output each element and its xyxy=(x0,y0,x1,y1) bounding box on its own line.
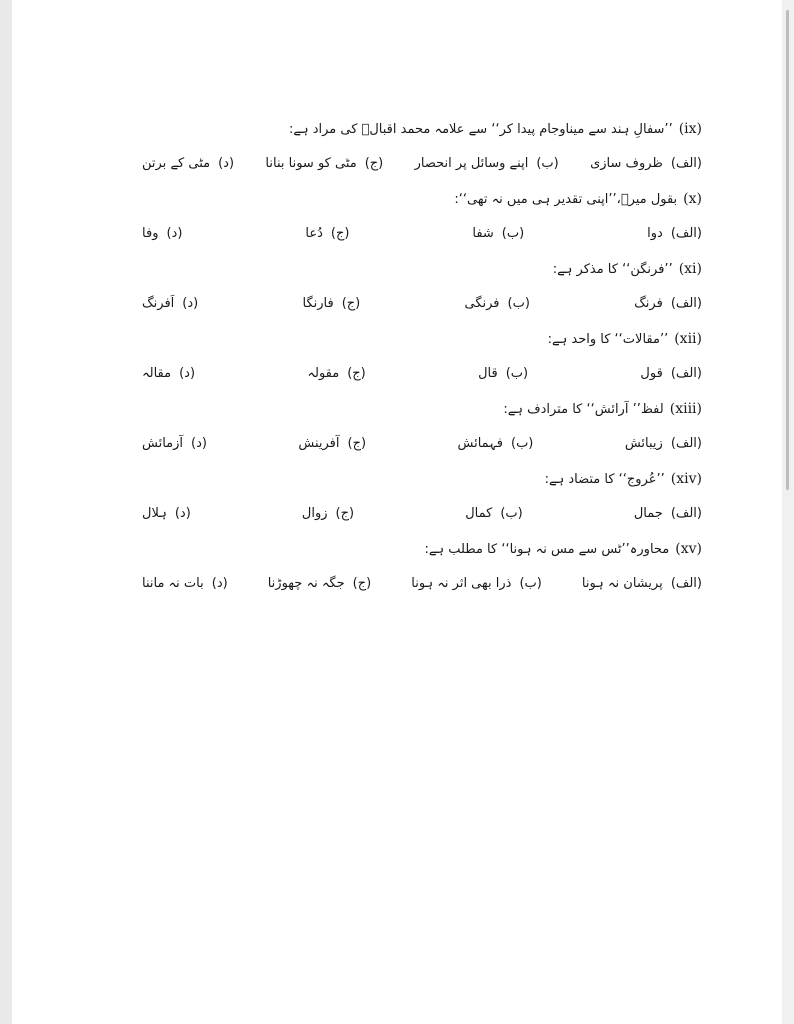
question-number: (xiii) xyxy=(669,401,702,417)
question-stem xyxy=(142,254,702,284)
vertical-scrollbar[interactable] xyxy=(782,0,794,1024)
option-label: (ج) xyxy=(335,506,355,521)
option xyxy=(582,564,702,604)
option-label: (الف) xyxy=(670,226,702,241)
question-number: (x) xyxy=(683,191,702,207)
options-row xyxy=(142,354,702,394)
option-label: (الف) xyxy=(670,296,702,311)
option-text: مقولہ xyxy=(307,366,340,381)
option-text: فارنگا xyxy=(302,296,334,311)
option-text: ذرا بھی اثر نہ ہونا xyxy=(411,576,512,591)
option-label: (ب) xyxy=(501,226,525,241)
option xyxy=(625,424,702,464)
question-stem xyxy=(142,324,702,354)
option xyxy=(302,494,354,534)
question xyxy=(142,254,702,324)
option xyxy=(465,494,523,534)
question-stem xyxy=(142,184,702,214)
option-text: جمال xyxy=(633,506,663,521)
scrollbar-thumb[interactable] xyxy=(786,10,789,490)
option-label: (د) xyxy=(218,156,235,171)
option-label: (د) xyxy=(182,296,199,311)
question-number: (ix) xyxy=(678,121,702,137)
option-text: زیبائش xyxy=(624,436,663,451)
option xyxy=(298,424,366,464)
option xyxy=(142,354,195,394)
options-row xyxy=(142,424,702,464)
question-number: (xi) xyxy=(678,261,702,277)
option xyxy=(142,494,191,534)
option-label: (ب) xyxy=(536,156,559,171)
question-stem xyxy=(142,114,702,144)
question-text: لفظ’’ آرائش‘‘ کا مترادف ہے: xyxy=(503,402,664,417)
option xyxy=(590,144,702,184)
option-text: ظروف سازی xyxy=(590,156,663,171)
option xyxy=(268,564,371,604)
option-text: شفا xyxy=(472,226,494,241)
option-text: وفا xyxy=(142,226,159,241)
option-text: فرنگی xyxy=(464,296,500,311)
options-row xyxy=(142,214,702,254)
option-text: قول xyxy=(640,366,663,381)
options-row xyxy=(142,284,702,324)
question-stem xyxy=(142,534,702,564)
option-text: ہلال xyxy=(142,506,167,521)
question xyxy=(142,324,702,394)
option-label: (د) xyxy=(211,576,228,591)
question-text: بقول میرؔ،’’اپنی تقدیر ہی میں نہ تھی‘‘: xyxy=(454,192,678,207)
option-label: (د) xyxy=(179,366,196,381)
option xyxy=(634,494,702,534)
option-label: (الف) xyxy=(670,366,702,381)
option-text: کمال xyxy=(465,506,493,521)
question-stem xyxy=(142,394,702,424)
option-label: (ج) xyxy=(347,366,366,381)
option-text: مٹی کو سونا بنانا xyxy=(265,156,357,171)
option-label: (ج) xyxy=(347,436,367,451)
option xyxy=(411,564,542,604)
options-row xyxy=(142,564,702,604)
question-text: ’’سفالِ ہند سے میناوجام پیدا کر‘‘ سے علامہ محمد اقبالؒ کی مراد ہے: xyxy=(288,122,673,137)
option xyxy=(142,284,198,324)
option-text: دُعا xyxy=(305,226,323,241)
option-label: (ب) xyxy=(519,576,542,591)
option-label: (الف) xyxy=(670,506,702,521)
option-label: (ج) xyxy=(352,576,372,591)
option-text: دوا xyxy=(647,226,663,241)
question-number: (xv) xyxy=(675,541,702,557)
option-label: (ج) xyxy=(364,156,384,171)
option-text: آفرینش xyxy=(298,436,340,451)
question xyxy=(142,534,702,604)
question-number: (xiv) xyxy=(670,471,702,487)
option xyxy=(415,144,559,184)
options-row xyxy=(142,144,702,184)
option xyxy=(307,354,365,394)
question xyxy=(142,464,702,534)
option xyxy=(305,214,349,254)
question-list xyxy=(142,114,702,604)
question xyxy=(142,184,702,254)
option xyxy=(640,354,702,394)
option-text: جگہ نہ چھوڑنا xyxy=(267,576,345,591)
option-text: پریشان نہ ہونا xyxy=(581,576,663,591)
option-label: (د) xyxy=(174,506,191,521)
question-text: ’’مقالات‘‘ کا واحد ہے: xyxy=(547,332,669,347)
option xyxy=(465,284,530,324)
option-label: (ج) xyxy=(330,226,350,241)
option-label: (ب) xyxy=(507,296,530,311)
option xyxy=(302,284,360,324)
question-text: ’’فرنگن‘‘ کا مذکر ہے: xyxy=(552,262,673,277)
option-label: (الف) xyxy=(670,576,702,591)
question xyxy=(142,394,702,464)
question-stem xyxy=(142,464,702,494)
option-text: اپنے وسائل پر انحصار xyxy=(414,156,529,171)
option-label: (ج) xyxy=(341,296,361,311)
option-text: اَفرنگ xyxy=(142,296,175,311)
option-label: (د) xyxy=(191,436,207,451)
option xyxy=(478,354,528,394)
option-label: (ب) xyxy=(511,436,534,451)
option xyxy=(647,214,702,254)
option-text: فرنگ xyxy=(634,296,663,311)
option xyxy=(142,564,228,604)
option-label: (ب) xyxy=(505,366,529,381)
option-label: (ب) xyxy=(500,506,523,521)
question-number: (xii) xyxy=(674,331,702,347)
option xyxy=(142,214,182,254)
option-label: (الف) xyxy=(670,156,702,171)
option-label: (الف) xyxy=(670,436,702,451)
question-text: ’’عُروج‘‘ کا متضاد ہے: xyxy=(544,472,665,487)
option-text: آزمائش xyxy=(142,436,184,451)
option-text: فہمائش xyxy=(457,436,503,451)
option-text: مقالہ xyxy=(142,366,172,381)
option xyxy=(142,424,207,464)
option xyxy=(634,284,702,324)
document-page xyxy=(12,0,782,1024)
option-text: قال xyxy=(478,366,498,381)
question-text: محاورہ’’ٹس سے مس نہ ہونا‘‘ کا مطلب ہے: xyxy=(424,542,670,557)
option-text: مٹی کے برتن xyxy=(142,156,211,171)
option xyxy=(265,144,383,184)
question xyxy=(142,114,702,184)
option xyxy=(142,144,234,184)
option xyxy=(458,424,534,464)
option-label: (د) xyxy=(166,226,183,241)
option xyxy=(472,214,524,254)
option-text: بات نہ ماننا xyxy=(142,576,204,591)
option-text: زوال xyxy=(301,506,328,521)
options-row xyxy=(142,494,702,534)
